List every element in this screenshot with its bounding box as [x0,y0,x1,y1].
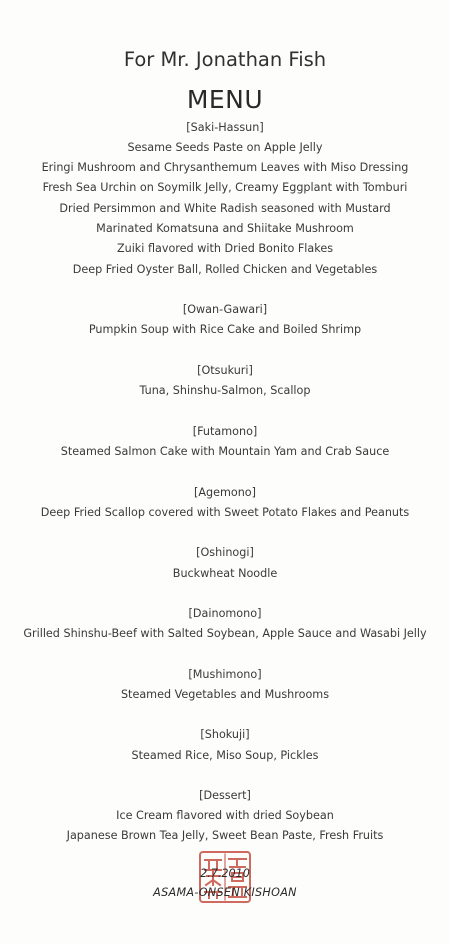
section-heading-mushimono: [Mushimono] [188,668,262,681]
menu-item: Tuna, Shinshu-Salmon, Scallop [139,384,311,397]
menu-item: Pumpkin Soup with Rice Cake and Boiled Shrimp [88,323,362,336]
menu-item: Steamed Rice, Miso Soup, Pickles [131,749,319,762]
menu-item: Steamed Salmon Cake with Mountain Yam and Crab Sauce [60,445,390,458]
section-heading-dessert: [Dessert] [199,789,251,802]
section-heading-agemono: [Agemono] [193,486,257,499]
menu-title: MENU [186,85,264,114]
recipient-line: For Mr. Jonathan Fish [123,48,327,71]
menu-item: Ice Cream flavored with dried Soybean [116,809,334,822]
section-heading-oshinogi: [Oshinogi] [196,546,254,559]
menu-item: Grilled Shinshu-Beef with Salted Soybean, Apple Sauce and Wasabi Jelly [23,627,427,640]
menu-item: Eringi Mushroom and Chrysanthemum Leaves with Miso Dressing [41,161,409,174]
section-heading-saki-hassun: [Saki-Hassun] [186,121,264,134]
menu-item: Buckwheat Noodle [172,567,278,580]
section-heading-dainomono: [Dainomono] [188,607,262,620]
section-heading-owan-gawari: [Owan-Gawari] [182,303,268,316]
menu-item: Deep Fried Oyster Ball, Rolled Chicken and Vegetables [72,263,378,276]
section-heading-futamono: [Futamono] [192,425,258,438]
menu-item: Zuiki flavored with Dried Bonito Flakes [116,242,334,255]
menu-item: Sesame Seeds Paste on Apple Jelly [127,141,323,154]
footer-date: 2.7.2010 [200,867,250,880]
menu-item: Deep Fried Scallop covered with Sweet Potato Flakes and Peanuts [40,506,410,519]
section-heading-shokuji: [Shokuji] [200,728,250,741]
footer-place: ASAMA-ONSEN KISHOAN [153,886,297,899]
menu-item: Marinated Komatsuna and Shiitake Mushroom [96,222,354,235]
menu-item: Fresh Sea Urchin on Soymilk Jelly, Creamy Eggplant with Tomburi [42,181,408,194]
menu-item: Dried Persimmon and White Radish seasoned with Mustard [59,202,391,215]
section-heading-otsukuri: [Otsukuri] [197,364,253,377]
menu-item: Japanese Brown Tea Jelly, Sweet Bean Paste, Fresh Fruits [66,829,384,842]
menu-item: Steamed Vegetables and Mushrooms [120,688,330,701]
